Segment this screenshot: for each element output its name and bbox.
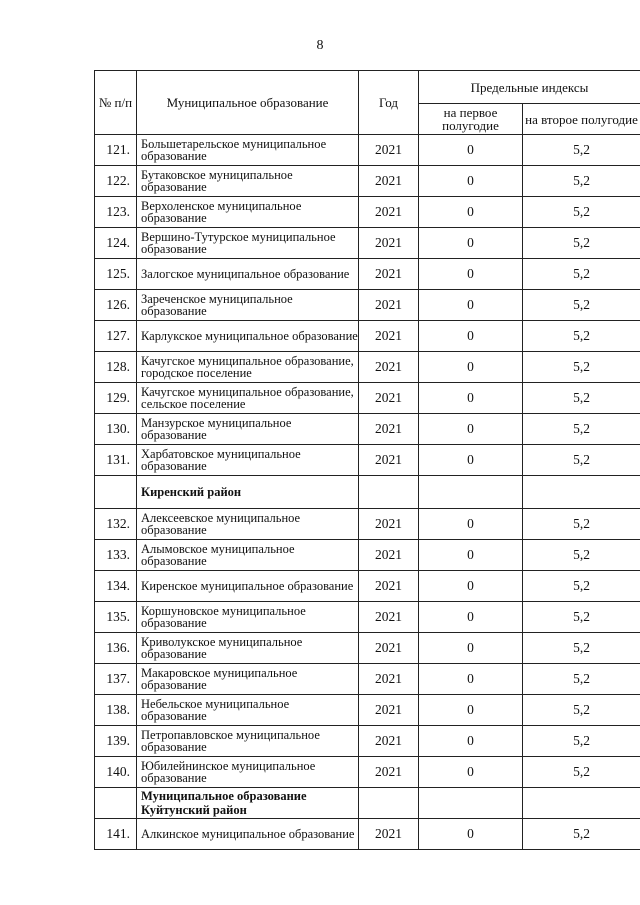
municipality-name: Петропавловское муниципальное образование	[137, 726, 359, 757]
second-half-index: 5,2	[523, 695, 640, 726]
row-year: 2021	[359, 445, 419, 476]
table-row	[95, 602, 640, 633]
row-year: 2021	[359, 197, 419, 228]
first-half-index: 0	[419, 571, 523, 602]
first-half-index: 0	[419, 259, 523, 290]
row-year: 2021	[359, 633, 419, 664]
row-number: 138.	[95, 695, 137, 726]
first-half-index: 0	[419, 633, 523, 664]
row-number: 123.	[95, 197, 137, 228]
section-empty-cell	[359, 788, 419, 819]
table-header	[95, 71, 640, 135]
header-year: Год	[359, 71, 419, 135]
section-empty-cell	[419, 476, 523, 509]
first-half-index: 0	[419, 383, 523, 414]
row-number: 134.	[95, 571, 137, 602]
first-half-index: 0	[419, 540, 523, 571]
municipality-name: Коршуновское муниципальное образование	[137, 602, 359, 633]
second-half-index: 5,2	[523, 726, 640, 757]
municipality-name: Манзурское муниципальное образование	[137, 414, 359, 445]
row-number: 133.	[95, 540, 137, 571]
first-half-index: 0	[419, 819, 523, 850]
second-half-index: 5,2	[523, 228, 640, 259]
municipality-name: Макаровское муниципальное образование	[137, 664, 359, 695]
table-row	[95, 540, 640, 571]
row-year: 2021	[359, 664, 419, 695]
first-half-index: 0	[419, 509, 523, 540]
table-row	[95, 571, 640, 602]
row-year: 2021	[359, 540, 419, 571]
row-number: 122.	[95, 166, 137, 197]
row-year: 2021	[359, 695, 419, 726]
municipality-name: Качугское муниципальное образование, сельское поселение	[137, 383, 359, 414]
section-title: Муниципальное образование Куйтунский район	[137, 788, 359, 819]
row-number: 131.	[95, 445, 137, 476]
municipality-name: Харбатовское муниципальное образование	[137, 445, 359, 476]
row-number: 127.	[95, 321, 137, 352]
row-year: 2021	[359, 228, 419, 259]
row-number: 135.	[95, 602, 137, 633]
row-number: 129.	[95, 383, 137, 414]
row-number: 137.	[95, 664, 137, 695]
first-half-index: 0	[419, 414, 523, 445]
section-empty-cell	[523, 476, 640, 509]
table-row	[95, 321, 640, 352]
second-half-index: 5,2	[523, 445, 640, 476]
municipality-name: Киренское муниципальное образование	[137, 571, 359, 602]
second-half-index: 5,2	[523, 290, 640, 321]
table-row	[95, 633, 640, 664]
first-half-index: 0	[419, 166, 523, 197]
municipality-name: Бутаковское муниципальное образование	[137, 166, 359, 197]
first-half-index: 0	[419, 228, 523, 259]
row-number: 132.	[95, 509, 137, 540]
first-half-index: 0	[419, 695, 523, 726]
table-row	[95, 445, 640, 476]
first-half-index: 0	[419, 445, 523, 476]
row-year: 2021	[359, 135, 419, 166]
second-half-index: 5,2	[523, 414, 640, 445]
table-row	[95, 135, 640, 166]
page-number: 8	[316, 38, 324, 53]
table-row	[95, 166, 640, 197]
row-number: 140.	[95, 757, 137, 788]
municipality-name: Алымовское муниципальное образование	[137, 540, 359, 571]
header-limit-indices: Предельные индексы	[419, 71, 640, 104]
municipality-name: Качугское муниципальное образование, городское поселение	[137, 352, 359, 383]
row-year: 2021	[359, 602, 419, 633]
second-half-index: 5,2	[523, 259, 640, 290]
section-empty-cell	[419, 788, 523, 819]
row-year: 2021	[359, 321, 419, 352]
municipality-name: Криволукское муниципальное образование	[137, 633, 359, 664]
table-row	[95, 757, 640, 788]
table-row	[95, 695, 640, 726]
second-half-index: 5,2	[523, 383, 640, 414]
row-number: 126.	[95, 290, 137, 321]
second-half-index: 5,2	[523, 509, 640, 540]
row-number: 121.	[95, 135, 137, 166]
first-half-index: 0	[419, 352, 523, 383]
second-half-index: 5,2	[523, 664, 640, 695]
header-num: № п/п	[95, 71, 137, 135]
limit-indices-table	[94, 70, 640, 850]
second-half-index: 5,2	[523, 819, 640, 850]
row-number: 124.	[95, 228, 137, 259]
row-year: 2021	[359, 414, 419, 445]
row-number: 139.	[95, 726, 137, 757]
table-row	[95, 290, 640, 321]
table-row	[95, 664, 640, 695]
section-row	[95, 788, 640, 819]
second-half-index: 5,2	[523, 757, 640, 788]
municipality-name: Зареченское муниципальное образование	[137, 290, 359, 321]
municipality-name: Залогское муниципальное образование	[137, 259, 359, 290]
municipality-name: Верхоленское муниципальное образование	[137, 197, 359, 228]
section-title: Киренский район	[137, 476, 359, 509]
table-row	[95, 414, 640, 445]
table-row	[95, 197, 640, 228]
row-year: 2021	[359, 352, 419, 383]
section-row	[95, 476, 640, 509]
header-first-half: на первое полугодие	[419, 104, 523, 135]
table-row	[95, 726, 640, 757]
row-year: 2021	[359, 571, 419, 602]
second-half-index: 5,2	[523, 321, 640, 352]
table-row	[95, 509, 640, 540]
row-number: 141.	[95, 819, 137, 850]
first-half-index: 0	[419, 757, 523, 788]
table-row	[95, 259, 640, 290]
row-year: 2021	[359, 726, 419, 757]
second-half-index: 5,2	[523, 633, 640, 664]
table-row	[95, 228, 640, 259]
section-num-cell	[95, 788, 137, 819]
first-half-index: 0	[419, 602, 523, 633]
first-half-index: 0	[419, 197, 523, 228]
second-half-index: 5,2	[523, 571, 640, 602]
table-row	[95, 383, 640, 414]
section-empty-cell	[359, 476, 419, 509]
municipality-name: Небельское муниципальное образование	[137, 695, 359, 726]
row-number: 125.	[95, 259, 137, 290]
municipality-name: Вершино-Тутурское муниципальное образование	[137, 228, 359, 259]
row-year: 2021	[359, 290, 419, 321]
row-year: 2021	[359, 166, 419, 197]
municipality-name: Карлукское муниципальное образование	[137, 321, 359, 352]
row-number: 128.	[95, 352, 137, 383]
first-half-index: 0	[419, 664, 523, 695]
second-half-index: 5,2	[523, 352, 640, 383]
table-body	[95, 135, 640, 850]
header-second-half: на второе полугодие	[523, 104, 640, 135]
first-half-index: 0	[419, 290, 523, 321]
section-empty-cell	[523, 788, 640, 819]
row-number: 130.	[95, 414, 137, 445]
row-year: 2021	[359, 259, 419, 290]
second-half-index: 5,2	[523, 197, 640, 228]
row-year: 2021	[359, 383, 419, 414]
row-year: 2021	[359, 819, 419, 850]
row-year: 2021	[359, 509, 419, 540]
row-number: 136.	[95, 633, 137, 664]
municipality-name: Большетарельское муниципальное образование	[137, 135, 359, 166]
second-half-index: 5,2	[523, 166, 640, 197]
municipality-name: Алексеевское муниципальное образование	[137, 509, 359, 540]
second-half-index: 5,2	[523, 135, 640, 166]
second-half-index: 5,2	[523, 602, 640, 633]
header-municipality: Муниципальное образование	[137, 71, 359, 135]
first-half-index: 0	[419, 726, 523, 757]
municipality-name: Алкинское муниципальное образование	[137, 819, 359, 850]
first-half-index: 0	[419, 135, 523, 166]
section-num-cell	[95, 476, 137, 509]
first-half-index: 0	[419, 321, 523, 352]
table-row	[95, 819, 640, 850]
table-row	[95, 352, 640, 383]
municipality-name: Юбилейнинское муниципальное образование	[137, 757, 359, 788]
second-half-index: 5,2	[523, 540, 640, 571]
row-year: 2021	[359, 757, 419, 788]
